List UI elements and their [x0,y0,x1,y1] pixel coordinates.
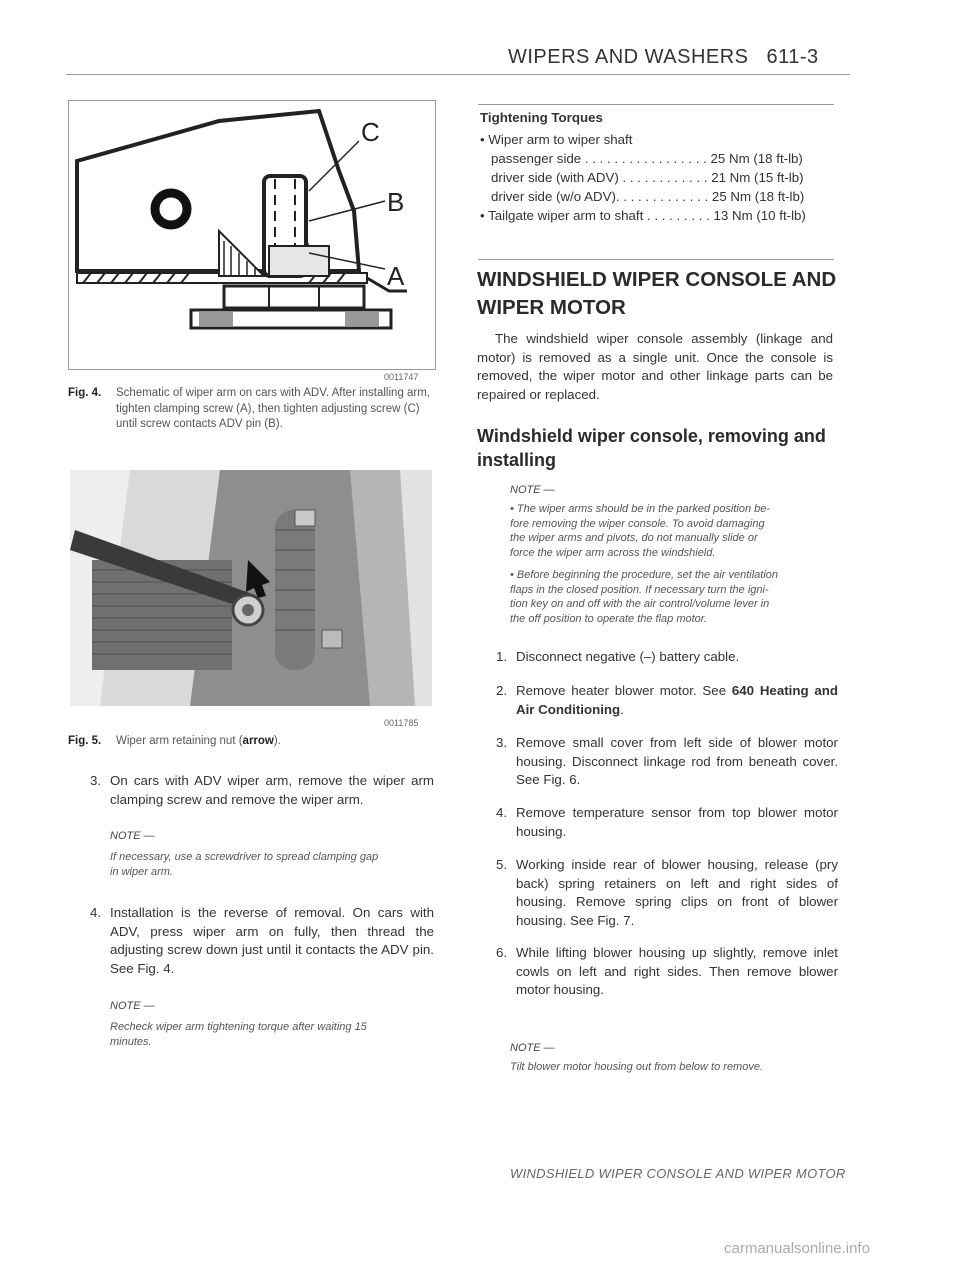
note-line: fore removing the wiper console. To avoid damaging [510,517,765,530]
step-number: 1. [496,649,508,664]
note-body [510,502,840,626]
right-step-1 [496,648,838,667]
figure-4-caption-line: Schematic of wiper arm on cars with ADV. After installing arm, [116,387,431,399]
note-body [110,1020,440,1049]
right-step-2 [496,682,838,719]
step-number: 4. [90,905,102,920]
right-step-5 [496,856,838,930]
torque-line: • Wiper arm to wiper shaft [480,132,633,147]
section-heading-line: WINDSHIELD WIPER CONSOLE AND [477,268,837,291]
step-text: Installation is the reverse of removal. On cars with ADV, press wiper arm on fully, then thread the adjusting screw down just until it contacts the ADV pin. See Fig. 4. [110,905,434,976]
torque-line: passenger side . . . . . . . . . . . . . . . . . 25 Nm (18 ft-lb) [491,151,803,166]
wiper-photo-illustration [70,470,432,706]
step-number: 3. [496,735,508,750]
figure-5-photo [70,470,432,706]
note-line: tion key on and off with the air control/volume lever in [510,598,770,610]
note-line: minutes. [110,1035,152,1048]
note-line: • Before beginning the procedure, set the air ventilation [510,569,779,581]
figure-4-label: Fig. 4. [68,387,102,399]
figure-5-caption-bold: arrow [242,735,274,747]
subheading-line: installing [477,450,557,470]
note-line: in wiper arm. [110,865,173,878]
step-text: Working inside rear of blower housing, release (pry back) spring retainers on left and right sides of housing. Remove spring clips on front of blower housing. See Fig. 7. [516,857,838,928]
torque-line: driver side (w/o ADV). . . . . . . . . . . . . 25 Nm (18 ft-lb) [491,189,805,204]
section-intro: The windshield wiper console assembly (linkage and motor) is removed as a single unit. Once the console is removed, the wiper motor and other linkage parts can be repaired or replaced. [477,331,833,402]
note-label: NOTE — [510,1042,555,1054]
section-heading-line: WIPER MOTOR [477,296,626,319]
callout-b: B [387,187,405,217]
procedure-subheading [477,424,826,472]
figure-4-code: 0011747 [384,372,419,382]
figure-5-caption-text: Wiper arm retaining nut ( [116,735,243,747]
right-step-6 [496,944,838,1000]
note-line: flaps in the closed position. If necessary turn the igni- [510,583,769,596]
callout-a: A [387,261,405,291]
section-heading [477,266,836,322]
torque-title: Tightening Torques [480,110,603,125]
right-step-3 [496,734,838,790]
figure-5-code: 0011785 [384,718,419,728]
callout-c: C [361,117,380,147]
step-number: 4. [496,805,508,820]
step-text: Remove small cover from left side of blower motor housing. Disconnect linkage rod from beneath cover. See Fig. 6. [516,735,838,787]
step-text: Remove heater blower motor. See [516,683,732,698]
step-number: 3. [90,773,102,788]
figure-5-caption-end: ). [273,735,281,747]
note-label: NOTE — [110,1000,155,1012]
step-text: Remove temperature sensor from top blower motor housing. [516,805,838,839]
subheading-line: Windshield wiper console, removing and [477,426,826,446]
note-line: force the wiper arm across the windshield. [510,546,716,559]
note-line: the wiper arms and pivots, do not manually slide or [510,532,758,544]
step-text: While lifting blower housing up slightly, remove inlet cowls on left and right sides. Then remove blower motor housing. [516,945,838,997]
step-number: 6. [496,945,508,960]
cross-reference-link[interactable]: 640 Heating and Air Conditioning [516,683,838,717]
torque-line: driver side (with ADV) . . . . . . . . . . . . 21 Nm (15 ft-lb) [491,170,804,185]
right-step-4 [496,804,838,841]
header-section-title: WIPERS AND WASHERS [508,46,749,68]
note-line: • The wiper arms should be in the parked position be- [510,503,771,515]
left-step-4 [90,904,434,978]
header-divider [66,74,850,75]
left-step-3 [90,772,434,809]
running-header [508,46,819,69]
figure-4-schematic [68,100,436,370]
wiper-arm-schematic-drawing [69,101,435,369]
step-text: Disconnect negative (–) battery cable. [516,649,740,664]
figure-5-caption [68,734,438,750]
note-line: Recheck wiper arm tightening torque after waiting 15 [110,1021,367,1033]
site-watermark: carmanualsonline.info [724,1240,870,1257]
torque-top-rule [478,104,834,105]
step-number: 5. [496,857,508,872]
note-line: If necessary, use a screwdriver to spread clamping gap [110,851,379,863]
note-body: Tilt blower motor housing out from below to remove. [510,1061,764,1073]
step-number: 2. [496,683,508,698]
torque-bottom-rule [478,259,834,260]
figure-4-caption-line: tighten clamping screw (A), then tighten adjusting screw (C) [116,402,420,415]
note-body [110,850,440,879]
running-footer: WINDSHIELD WIPER CONSOLE AND WIPER MOTOR [510,1166,846,1181]
note-label: NOTE — [510,484,555,496]
note-label: NOTE — [110,830,155,842]
torque-line: • Tailgate wiper arm to shaft . . . . . . . . . 13 Nm (10 ft-lb) [480,208,806,223]
step-text-end: . [620,701,624,717]
step-text: On cars with ADV wiper arm, remove the wiper arm clamping screw and remove the wiper arm. [110,773,434,807]
page-number: 611-3 [766,46,819,68]
figure-4-caption-line: until screw contacts ADV pin (B). [116,418,283,430]
figure-4-caption [68,386,438,433]
figure-5-label: Fig. 5. [68,735,102,747]
note-line: the off position to operate the flap motor. [510,612,708,625]
